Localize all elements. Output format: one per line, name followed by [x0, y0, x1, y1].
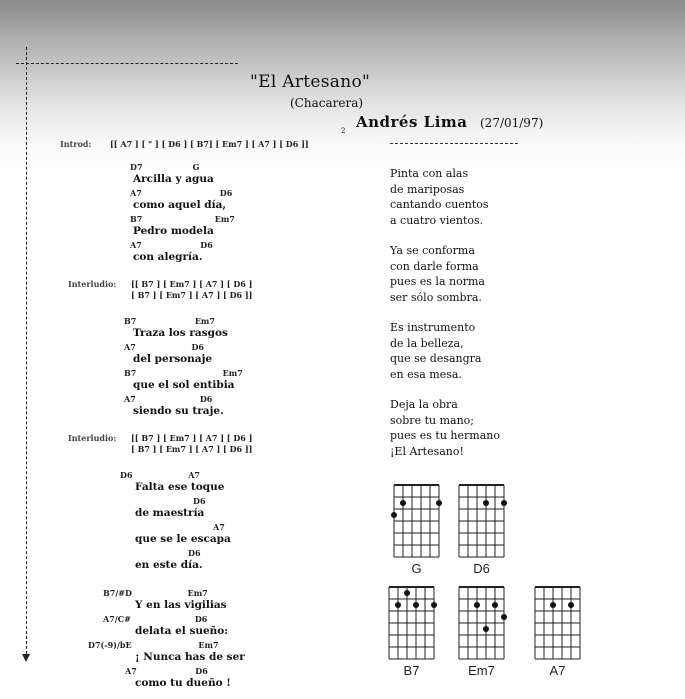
footnote-mark: 2 [341, 127, 346, 135]
poem-line: ¡El Artesano! [390, 444, 464, 458]
lyric-line: con alegría. [133, 251, 203, 263]
chord-line: A7/C# D6 [103, 614, 208, 624]
lyric-line: como aquel día, [133, 199, 227, 211]
finger-dot [501, 614, 507, 620]
finger-dot [400, 500, 406, 506]
finger-dot [395, 602, 401, 608]
finger-dot [413, 602, 419, 608]
poem-line: pues es tu hermano [390, 429, 500, 442]
finger-dot [483, 626, 489, 632]
chord-diagram-d6 [456, 483, 507, 559]
chord-line: D6 [188, 548, 201, 558]
chord-line: A7 [213, 522, 225, 532]
finger-dot [431, 602, 437, 608]
chord-name-label: A7 [549, 663, 566, 678]
lyric-line: ¡ Nunca has de ser [135, 651, 245, 663]
lyric-line: Pedro modela [133, 225, 214, 237]
poem-line: a cuatro vientos. [390, 213, 484, 227]
poem-line: en esa mesa. [390, 367, 462, 381]
chord-line: A7 D6 [130, 240, 213, 250]
lyric-line: Falta ese toque [135, 481, 225, 493]
finger-dot [404, 590, 410, 596]
chord-line: A7 D6 [124, 394, 213, 404]
chord-line: B7 Em7 [130, 214, 235, 224]
poem-line: Deja la obra [390, 398, 458, 411]
lyric-line: como tu dueño ! [135, 677, 231, 689]
chord-name-label: D6 [473, 561, 490, 576]
poem-line: ser sólo sombra. [390, 290, 482, 304]
chord-name-label: Em7 [468, 663, 495, 678]
chord-line: A7 D6 [125, 666, 208, 676]
interlude-label: Interludio: [68, 279, 117, 289]
finger-dot [550, 602, 556, 608]
finger-dot [492, 602, 498, 608]
chord-line: B7/#D Em7 [103, 588, 208, 598]
chord-name-label: G [411, 561, 422, 576]
intro-sequence: [[ A7 ] [ " ] [ D6 ] [ B7] [ Em7 ] [ A7 ] [ D6 ]] [110, 139, 309, 149]
interlude-label: Interludio: [68, 433, 117, 443]
finger-dot [436, 500, 442, 506]
lyric-line: que el sol entibia [133, 379, 235, 391]
lyric-line: Traza los rasgos [133, 327, 228, 339]
lyric-line: de maestría [135, 507, 205, 519]
chord-diagram-a7 [532, 585, 583, 661]
finger-dot [483, 500, 489, 506]
author-name: Andrés Lima [356, 113, 468, 131]
song-title: "El Artesano" [250, 72, 371, 92]
dashed-guide-horizontal [16, 63, 238, 64]
chord-diagram-b7 [386, 585, 437, 661]
chord-line: B7 Em7 [124, 316, 215, 326]
chord-line: D6 A7 [120, 470, 200, 480]
dashed-guide-vertical [26, 47, 27, 659]
poem-line: Pinta con alas [390, 167, 469, 180]
chord-line: D6 [193, 496, 206, 506]
poem-line: que se desangra [390, 352, 482, 365]
chord-line: B7 Em7 [124, 368, 243, 378]
chord-line: D7(-9)/bE Em7 [88, 640, 219, 650]
interlude-line: [ B7 ] [ Em7 ] [ A7 ] [ D6 ]] [131, 290, 253, 300]
chord-diagram-g [391, 483, 442, 559]
chord-line: A7 D6 [130, 188, 233, 198]
lyric-line: del personaje [133, 353, 213, 365]
interlude-line: [[ B7 ] [ Em7 ] [ A7 ] [ D6 ] [131, 433, 253, 443]
song-date: (27/01/97) [480, 116, 544, 130]
lyric-line: siendo su traje. [133, 405, 224, 417]
poem-line: pues es la norma [390, 275, 485, 288]
lyric-line: que se le escapa [135, 533, 231, 545]
chord-line: A7 D6 [124, 342, 204, 352]
author-underline [390, 143, 518, 144]
chord-diagram-em7 [456, 585, 507, 661]
lyric-line: en este día. [135, 559, 203, 571]
poem-line: Ya se conforma [390, 244, 475, 257]
finger-dot [474, 602, 480, 608]
interlude-line: [ B7 ] [ Em7 ] [ A7 ] [ D6 ]] [131, 444, 253, 454]
interlude-line: [[ B7 ] [ Em7 ] [ A7 ] [ D6 ] [131, 279, 253, 289]
finger-dot [501, 500, 507, 506]
chord-line: D7 G [130, 162, 200, 172]
lyric-line: delata el sueño: [135, 625, 229, 637]
poem-line: de la belleza, [390, 336, 464, 350]
intro-label: Introd: [60, 139, 92, 149]
poem-line: sobre tu mano; [390, 413, 474, 427]
lyric-line: Y en las vigilias [135, 599, 227, 611]
poem-line: de mariposas [390, 182, 465, 196]
arrow-down-icon [22, 654, 30, 662]
chord-name-label: B7 [403, 663, 420, 678]
poem-line: Es instrumento [390, 321, 476, 334]
finger-dot [568, 602, 574, 608]
poem-line: cantando cuentos [390, 198, 489, 211]
poem-line: con darle forma [390, 259, 479, 273]
song-genre: (Chacarera) [290, 96, 364, 110]
finger-dot [391, 512, 397, 518]
lyric-line: Arcilla y agua [133, 173, 214, 185]
